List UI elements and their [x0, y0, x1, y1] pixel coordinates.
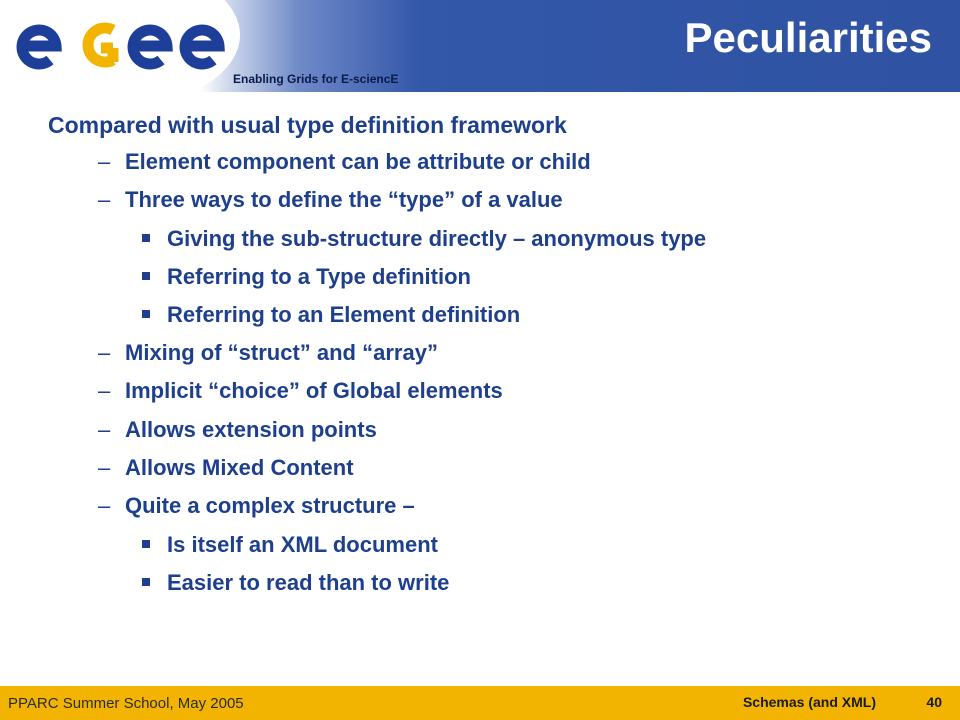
list-item: [98, 378, 503, 404]
list-item: [142, 302, 520, 328]
item-text: Giving the sub-structure directly – anonymous type: [167, 226, 707, 251]
item-text: Three ways to define the “type” of a value: [125, 187, 563, 212]
list-item: [142, 570, 449, 596]
footer-event: PPARC Summer School, May 2005: [8, 695, 244, 712]
item-text: Implicit “choice” of Global elements: [125, 378, 503, 403]
tagline: Enabling Grids for E-sciencE: [233, 72, 399, 86]
list-item: [142, 226, 706, 252]
list-item: [98, 493, 415, 519]
list-item: [98, 187, 563, 213]
item-text: Referring to an Element definition: [167, 302, 521, 327]
square-bullet-icon: [142, 310, 150, 318]
dash-marker: –: [98, 455, 111, 480]
item-text: Easier to read than to write: [167, 570, 450, 595]
item-text: Referring to a Type definition: [167, 264, 471, 289]
footer-section-title: Schemas (and XML): [742, 694, 876, 710]
item-text: Allows extension points: [125, 417, 377, 442]
page-title: Peculiarities: [684, 14, 932, 61]
square-bullet-icon: [142, 234, 150, 242]
dash-marker: –: [98, 417, 111, 442]
square-bullet-icon: [142, 578, 150, 586]
dash-marker: –: [98, 149, 111, 174]
item-text: Allows Mixed Content: [125, 455, 354, 480]
heading-text: Compared with usual type definition framework: [48, 112, 567, 138]
page-number: 40: [926, 694, 942, 710]
list-item: [142, 264, 471, 290]
list-item: [98, 149, 591, 175]
list-item: [98, 455, 354, 481]
dash-marker: –: [98, 340, 111, 365]
list-item: [98, 340, 438, 366]
dash-marker: –: [98, 187, 111, 212]
list-item: [142, 532, 438, 558]
footer-bar: [0, 686, 960, 720]
square-bullet-icon: [142, 272, 150, 280]
list-item: [98, 417, 377, 443]
dash-marker: –: [98, 378, 111, 403]
heading-line: [48, 112, 567, 139]
square-bullet-icon: [142, 540, 150, 548]
item-text: Is itself an XML document: [167, 532, 438, 557]
item-text: Element component can be attribute or child: [125, 149, 591, 174]
item-text: Quite a complex structure –: [125, 493, 415, 518]
item-text: Mixing of “struct” and “array”: [125, 340, 438, 365]
dash-marker: –: [98, 493, 111, 518]
